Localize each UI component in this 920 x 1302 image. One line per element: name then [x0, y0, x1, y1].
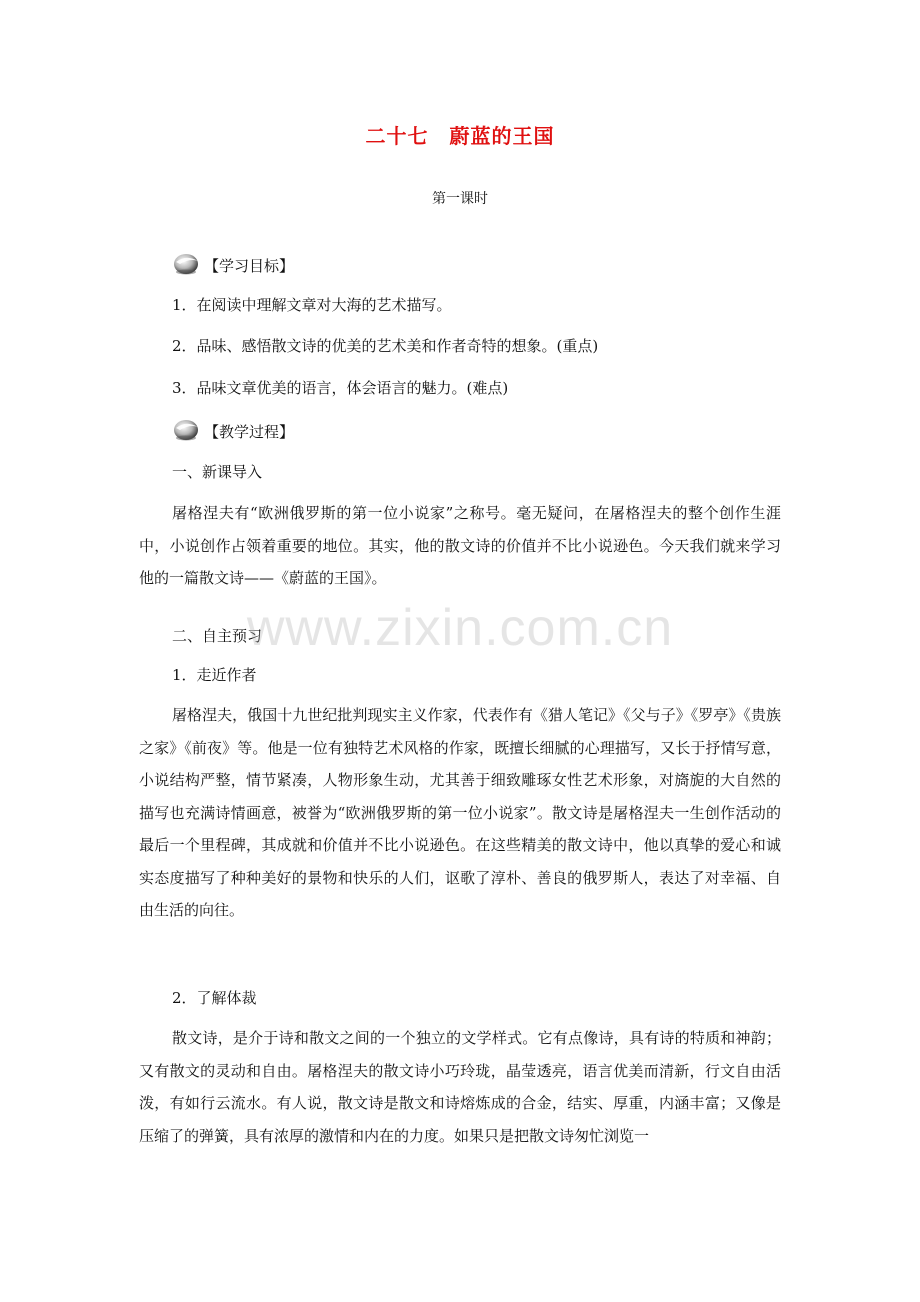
- section-heading-preview: 二、自主预习: [172, 627, 263, 645]
- lesson-subtitle: 第一课时: [432, 191, 488, 207]
- section-marker-icon: [172, 252, 202, 276]
- objectives-heading-row: [172, 246, 294, 276]
- process-heading: 【教学过程】: [204, 423, 295, 441]
- objective-item-2: 2．品味、感悟散文诗的优美的艺术美和作者奇特的想象。(重点): [172, 337, 599, 355]
- genre-paragraph: 散文诗，是介于诗和散文之间的一个独立的文学样式。它有点像诗，具有诗的特质和神韵；又有散文的灵动和自由。屠格涅夫的散文诗小巧玲珑，晶莹透亮，语言优美而清新，行文自由活泼，有如行云流水。有人说，散文诗是散文和诗熔炼成的合金，结实、厚重，内涵丰富；又像是压缩了的弹簧，具有浓厚的激情和内在的力度。如果只是把散文诗匆忙浏览一: [139, 1029, 781, 1145]
- objective-item-3: 3．品味文章优美的语言，体会语言的魅力。(难点): [172, 379, 509, 397]
- watermark: www.zixin.com.cn: [246, 599, 674, 657]
- subsection-heading-genre: 2．了解体裁: [172, 989, 257, 1007]
- process-heading-row: [172, 412, 294, 442]
- objective-item-1: 1．在阅读中理解文章对大海的艺术描写。: [172, 296, 452, 314]
- section-heading-intro: 一、新课导入: [172, 463, 263, 481]
- subsection-heading-author: 1．走近作者: [172, 666, 257, 684]
- page-title: 二十七 蔚蓝的王国: [365, 124, 555, 148]
- objectives-heading: 【学习目标】: [204, 257, 295, 275]
- intro-paragraph: 屠格涅夫有“欧洲俄罗斯的第一位小说家”之称号。毫无疑问，在屠格涅夫的整个创作生涯中，小说创作占领着重要的地位。其实，他的散文诗的价值并不比小说逊色。今天我们就来学习他的一篇散文诗——《蔚蓝的王国》。: [139, 504, 781, 587]
- author-paragraph: 屠格涅夫，俄国十九世纪批判现实主义作家，代表作有《猎人笔记》《父与子》《罗亭》《贵族之家》《前夜》等。他是一位有独特艺术风格的作家，既擅长细腻的心理描写，又长于抒情写意，小说结构严整，情节紧凑，人物形象生动，尤其善于细致雕琢女性艺术形象，对旖旎的大自然的描写也充满诗情画意，被誉为“欧洲俄罗斯的第一位小说家”。散文诗是屠格涅夫一生创作活动的最后一个里程碑，其成就和价值并不比小说逊色。在这些精美的散文诗中，他以真挚的爱心和诚实态度描写了种种美好的景物和快乐的人们，讴歌了淳朴、善良的俄罗斯人，表达了对幸福、自由生活的向往。: [139, 706, 781, 919]
- section-marker-icon: [172, 418, 202, 442]
